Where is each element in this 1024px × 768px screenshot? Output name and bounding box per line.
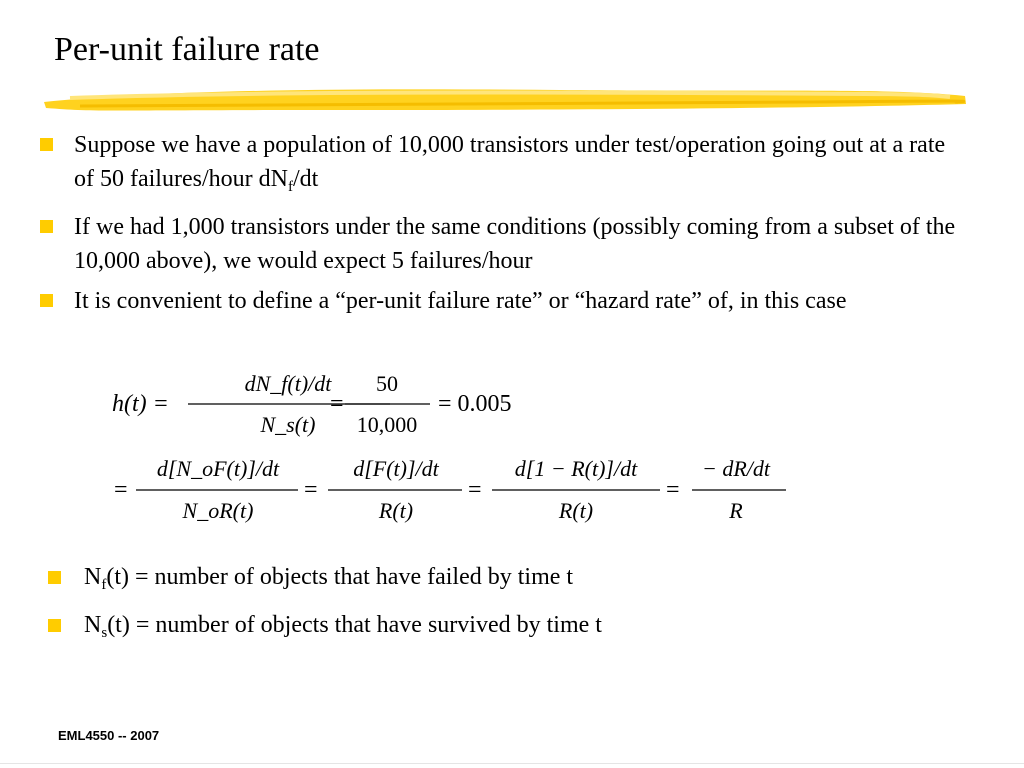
eq2-frac3-den: R(t): [558, 498, 594, 523]
slide-title: Per-unit failure rate: [54, 31, 320, 68]
definition-symbol: N: [84, 564, 102, 590]
square-bullet-icon: [40, 220, 53, 233]
eq2-frac3-num: d[1 − R(t)]/dt: [514, 456, 638, 481]
square-bullet-icon: [48, 571, 61, 584]
bullet-text: Suppose we have a population of 10,000 transistors under test/operation going out at a rate of 50 failures/hour dN: [74, 132, 946, 192]
eq2-frac4-num: − dR/dt: [701, 456, 771, 481]
definition-text: (t) = number of objects that have failed by time t: [106, 564, 574, 590]
bullet-text: It is convenient to define a “per-unit failure rate” or “hazard rate” of, in this case: [74, 288, 847, 314]
bottom-divider: [0, 763, 1024, 764]
definition-text: (t) = number of objects that have survived by time t: [107, 612, 602, 638]
highlighter-underline: [40, 82, 970, 116]
eq2-equals-0: =: [114, 477, 128, 503]
eq2-frac2-num: d[F(t)]/dt: [353, 456, 439, 481]
eq2-frac1-num: d[N_oF(t)]/dt: [156, 456, 280, 481]
eq2-frac1-den: N_oR(t): [182, 498, 254, 523]
square-bullet-icon: [40, 138, 53, 151]
equation-canvas: [100, 364, 820, 534]
eq1-equals-1: =: [330, 391, 344, 417]
eq2-equals-1: =: [304, 477, 318, 503]
definition-symbol: N: [84, 612, 102, 638]
subscript: f: [287, 179, 293, 195]
bullet-item-hazard-rate: [40, 284, 970, 318]
eq1-lhs: h(t) =: [112, 391, 169, 417]
definition-list: [48, 560, 948, 656]
eq1-frac1-num: dN_f(t)/dt: [244, 371, 332, 396]
eq1-frac2-den: 10,000: [356, 412, 418, 437]
eq1-frac1-den: N_s(t): [260, 412, 316, 437]
bullet-list: [40, 128, 970, 324]
hazard-rate-equations: [100, 364, 820, 534]
slide-footer: EML4550 -- 2007: [58, 728, 160, 743]
square-bullet-icon: [40, 294, 53, 307]
square-bullet-icon: [48, 619, 61, 632]
bullet-item-population: [40, 128, 970, 204]
eq2-equals-3: =: [666, 477, 680, 503]
eq2-frac2-den: R(t): [378, 498, 414, 523]
subscript: f: [101, 577, 107, 593]
definition-item-survived: [48, 608, 948, 650]
eq1-frac2-num: 50: [376, 371, 398, 396]
eq2-frac4-den: R: [729, 498, 743, 523]
definition-item-failed: [48, 560, 948, 602]
eq2-equals-2: =: [468, 477, 482, 503]
eq1-result: = 0.005: [438, 391, 512, 417]
bullet-text-tail: /dt: [292, 166, 319, 192]
bullet-text: If we had 1,000 transistors under the same conditions (possibly coming from a subset of the 10,000 above), we would expect 5 failures/hour: [74, 214, 956, 274]
bullet-item-subset: [40, 210, 970, 278]
subscript: s: [101, 625, 108, 641]
